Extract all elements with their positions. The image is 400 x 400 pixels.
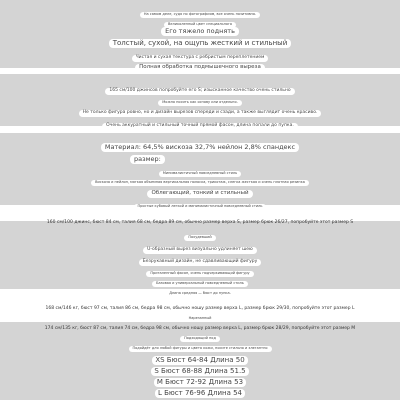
row-23 [0, 281, 400, 297]
basic-note: Базовая и универсальный повседневный стиль [152, 281, 248, 287]
size-row-l [0, 382, 400, 398]
fabric-note: Вискоза и нейлон, мягкая объемная вертикальная полоска, трикотаж, слегка жесткая и очень плотная резинка [91, 180, 309, 186]
sleeveless-note: Безрукавный дизайн, не сдавливающий фигуру [139, 259, 262, 266]
row-16 [0, 194, 400, 210]
feature-texture: Чистая и сухая текстура с ребристым переплетением [132, 55, 269, 62]
wear-note: Можно носить как основу или отдельно. [158, 100, 241, 106]
suits-label: Подходящий под [180, 336, 220, 342]
fitted-note: Приталенный фасон, очень подчеркивающий фигуру [146, 271, 253, 277]
style-note-1: Минималистичный повседневный стиль [159, 171, 241, 177]
material-text: Материал: 64,5% вискоза 32,7% нейлон 2,8% спандекс [101, 143, 299, 152]
cut-note: Очень аккуратный и стильный точный прямой фасон, длина попали до пупка. [102, 123, 298, 130]
neckline-note: U-образный вырез визуально удлиняет шею [143, 247, 257, 254]
review-text: На самом деле, судя по фотографиям, все очень позитивно. [140, 12, 260, 18]
model-note-1: 165 см/100 джинсов попробуйте его S; изысканное качество очень стильно [105, 88, 294, 95]
model-note-4: 174 см/135 кг, бюст 87 см, талия 74 см, бедра 98 см, обычно ношу размер верха L, размер брюк 28/29, попробуйте этот размер M [44, 326, 356, 331]
size-label: размер: [130, 155, 165, 164]
suits-note: Подойдёт для любой фигуры и цвета кожи, носите стильно и элегантно [129, 346, 272, 352]
size-s: S Бюст 68-88 Длина 51.5 [151, 367, 248, 376]
slim-note: Похудевший [184, 235, 215, 241]
design-note: Не только фигура ровно, но и дизайн вырезов спереди и сзади, а также выглядит очень красиво. [79, 110, 322, 117]
feature-armhole: Полная обработка подмышечного выреза [135, 64, 265, 72]
row-17 [0, 210, 400, 226]
color-note: Великолепный цвет специального [164, 22, 236, 28]
feature-thick: Толстый, сухой, на ощупь жесткий и стильный [109, 39, 292, 48]
feature-heavy: Его тяжело поднять [161, 27, 239, 36]
cut-label: Нарезанный [185, 316, 216, 322]
style-note-2: Простые кубовый легкой и минималистичный повседневный стиль [134, 204, 267, 210]
model-note-3: 168 см/146 кг, бюст 97 см, талия 86 см, бедра 98 см, обычно ношу размер верха L, размер брюк 29/30, попробуйте этот размер L [45, 306, 355, 311]
row-10 [0, 113, 400, 130]
fit-note: Облегающий, тонкий и стильный [147, 190, 252, 198]
size-l: L Бюст 76-96 Длина 54 [155, 389, 245, 398]
size-m: M Бюст 72-92 Длина 53 [154, 378, 246, 387]
length-note: Длина средняя — бюст до пупка. [165, 291, 235, 297]
row-6 [0, 55, 400, 72]
size-xs: XS Бюст 64-84 Длина 50 [152, 356, 247, 365]
model-note-2: 160 см/100 джинс, бюст 84 см, талия 68 см, бедра 89 см, обычно размер верха S, размер брюк 26/27, попробуйте этот размер S [46, 220, 354, 225]
